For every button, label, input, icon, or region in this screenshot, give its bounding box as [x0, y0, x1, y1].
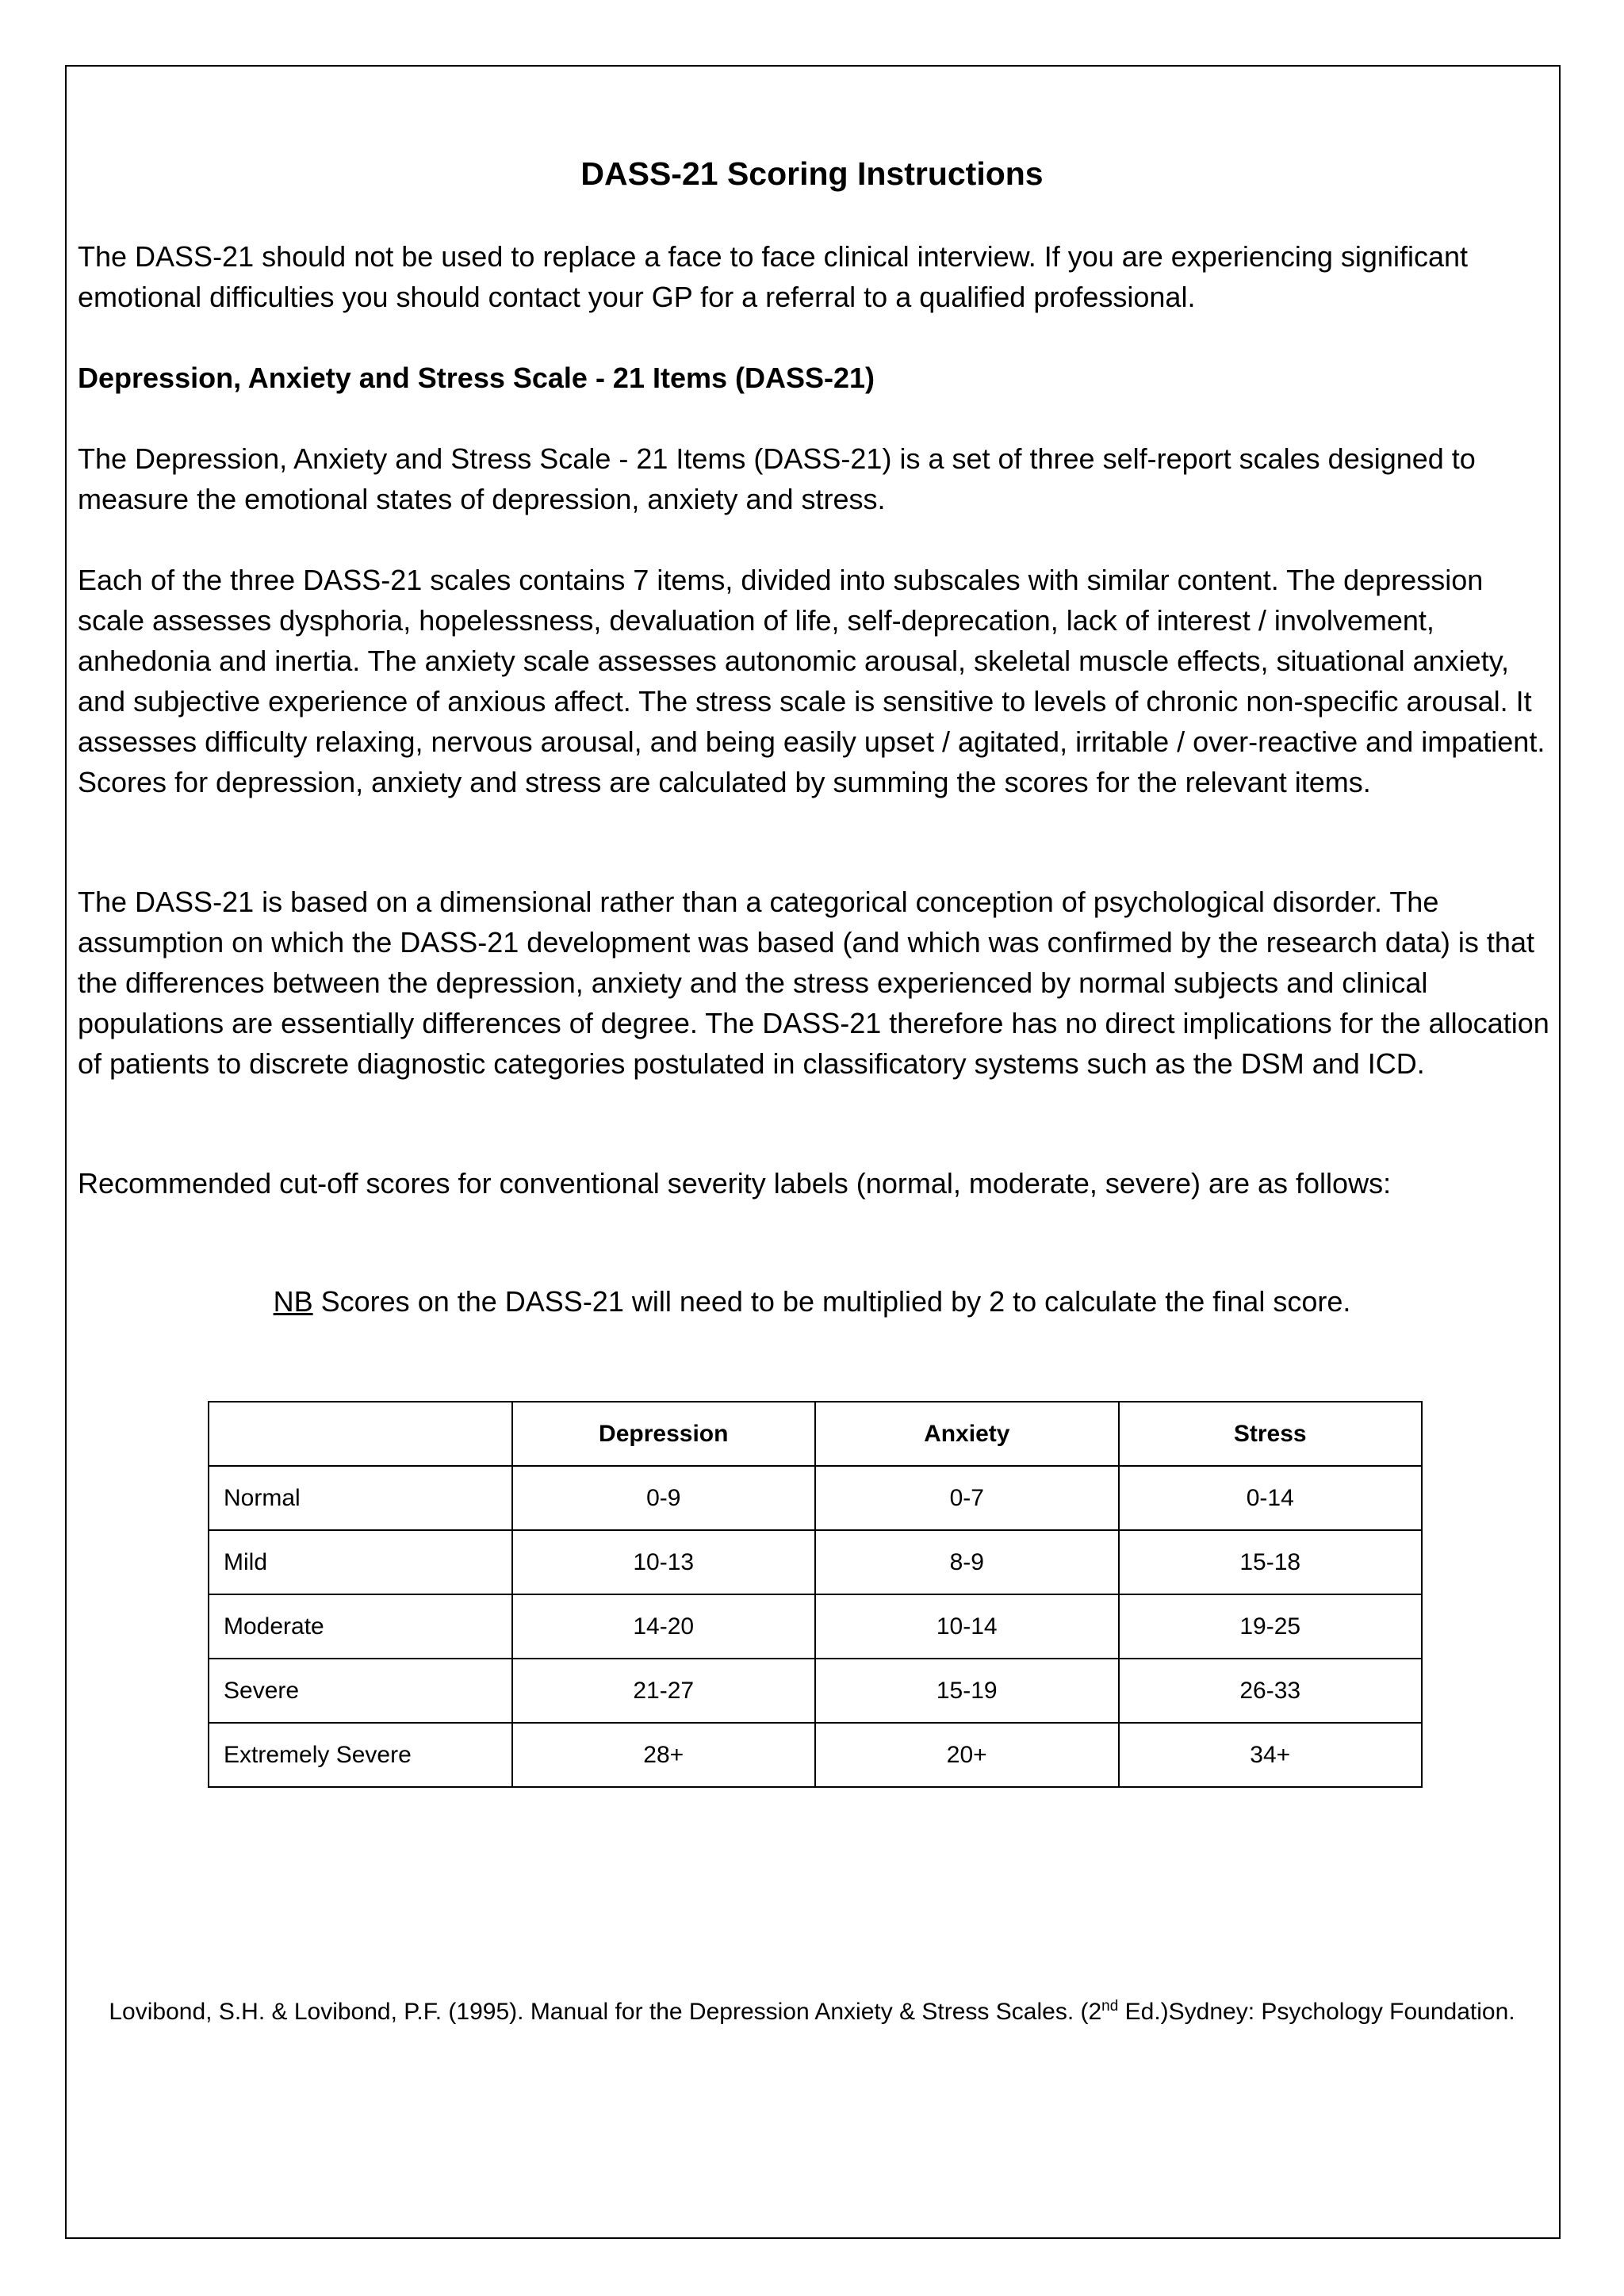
reference-superscript: nd	[1101, 1998, 1119, 2015]
intro-paragraph: The DASS-21 should not be used to replace a face to face clinical interview. If you are experiencing significant emotional difficulties you should contact your GP for a referral to a qualified professional.	[78, 240, 1468, 313]
table-header-anxiety: Anxiety	[815, 1402, 1119, 1466]
stress-cell: 0-14	[1119, 1466, 1423, 1530]
nb-note	[0, 1281, 1624, 1322]
table-row	[209, 1530, 1422, 1594]
depression-cell: 0-9	[512, 1466, 816, 1530]
row-label: Severe	[209, 1659, 512, 1723]
anxiety-cell: 10-14	[815, 1594, 1119, 1659]
reference-text: Lovibond, S.H. & Lovibond, P.F. (1995). Manual for the Depression Anxiety & Stress Scales. (2	[109, 1999, 1102, 2025]
row-label: Extremely Severe	[209, 1723, 512, 1787]
depression-cell: 10-13	[512, 1530, 816, 1594]
table-row	[209, 1466, 1422, 1530]
section-heading: Depression, Anxiety and Stress Scale - 21 Items (DASS-21)	[78, 362, 875, 394]
reference-citation	[0, 1996, 1624, 2028]
stress-cell: 19-25	[1119, 1594, 1423, 1659]
table-header-stress: Stress	[1119, 1402, 1423, 1466]
depression-cell: 28+	[512, 1723, 816, 1787]
table-header-blank	[209, 1402, 512, 1466]
dimensional-paragraph: The DASS-21 is based on a dimensional rather than a categorical conception of psychological disorder. The assumption on which the DASS-21 development was based (and which was confirmed by the research data) is that the differences between the depression, anxiety and the stress experienced by normal subjects and clinical populations are essentially differences of degree. The DASS-21 therefore has no direct implications for the allocation of patients to discrete diagnostic categories postulated in classificatory systems such as the DSM and ICD.	[78, 886, 1549, 1080]
row-label: Moderate	[209, 1594, 512, 1659]
stress-cell: 34+	[1119, 1723, 1423, 1787]
nb-prefix: NB	[273, 1285, 313, 1318]
anxiety-cell: 15-19	[815, 1659, 1119, 1723]
table-header-row	[209, 1402, 1422, 1466]
anxiety-cell: 8-9	[815, 1530, 1119, 1594]
row-label: Normal	[209, 1466, 512, 1530]
nb-text: Scores on the DASS-21 will need to be multiplied by 2 to calculate the final score.	[312, 1285, 1351, 1318]
scales-paragraph: Each of the three DASS-21 scales contains 7 items, divided into subscales with similar content. The depression scale assesses dysphoria, hopelessness, devaluation of life, self-deprecation, lack of interest / involvement, anhedonia and inertia. The anxiety scale assesses autonomic arousal, skeletal muscle effects, situational anxiety, and subjective experience of anxious affect. The stress scale is sensitive to levels of chronic non-specific arousal. It assesses difficulty relaxing, nervous arousal, and being easily upset / agitated, irritable / over-reactive and impatient. Scores for depression, anxiety and stress are calculated by summing the scores for the relevant items.	[78, 564, 1545, 798]
table-row	[209, 1659, 1422, 1723]
table-row	[209, 1594, 1422, 1659]
anxiety-cell: 20+	[815, 1723, 1119, 1787]
description-paragraph: The Depression, Anxiety and Stress Scale - 21 Items (DASS-21) is a set of three self-report scales designed to measure the emotional states of depression, anxiety and stress.	[78, 442, 1476, 515]
reference-text-end: Ed.)Sydney: Psychology Foundation.	[1118, 1999, 1515, 2025]
depression-cell: 14-20	[512, 1594, 816, 1659]
depression-cell: 21-27	[512, 1659, 816, 1723]
cutoff-scores-table	[208, 1401, 1423, 1788]
stress-cell: 26-33	[1119, 1659, 1423, 1723]
table-row	[209, 1723, 1422, 1787]
page-title: DASS-21 Scoring Instructions	[580, 155, 1044, 192]
cutoff-intro-paragraph: Recommended cut-off scores for conventional severity labels (normal, moderate, severe) are as follows:	[78, 1167, 1392, 1200]
anxiety-cell: 0-7	[815, 1466, 1119, 1530]
row-label: Mild	[209, 1530, 512, 1594]
table-header-depression: Depression	[512, 1402, 816, 1466]
stress-cell: 15-18	[1119, 1530, 1423, 1594]
